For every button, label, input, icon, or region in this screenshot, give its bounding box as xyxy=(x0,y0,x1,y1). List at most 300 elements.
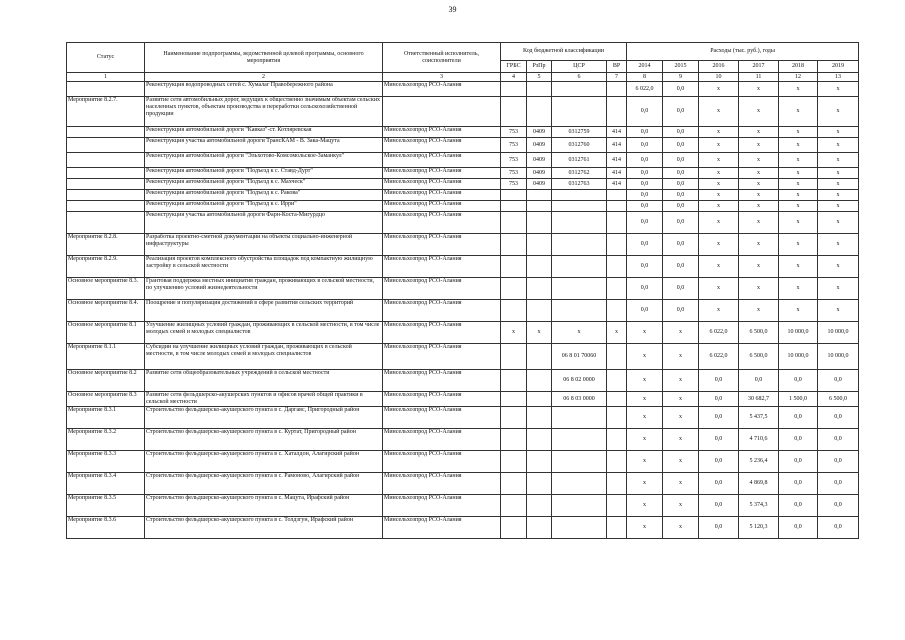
cell-executor xyxy=(383,97,501,127)
cell-grbs xyxy=(501,97,527,127)
cell-year-value: х xyxy=(627,451,663,473)
cell-status: Основное мероприятие 8.3. xyxy=(67,278,145,300)
cell-name: Развитие сети фельдшерско-акушерских пунктов и офисов врачей общей практики в сельской местности xyxy=(145,392,383,407)
cell-grbs xyxy=(501,82,527,97)
table-row xyxy=(67,429,859,451)
header-executor: Ответственный исполнитель, соисполнители xyxy=(383,43,501,73)
cell-year-value: х xyxy=(699,168,739,179)
cell-year-value: х xyxy=(779,256,818,278)
cell-year-value: х xyxy=(818,168,859,179)
column-index: 5 xyxy=(527,73,552,82)
cell-year-value: 30 682,7 xyxy=(739,392,779,407)
cell-year-value: х xyxy=(739,179,779,190)
cell-name: Реконструкция автомобильной дороги "Подъезд к с. Махческ" xyxy=(145,179,383,190)
cell-rzpr: 0409 xyxy=(527,179,552,190)
cell-year-value: х xyxy=(779,168,818,179)
cell-year-value: х xyxy=(779,82,818,97)
cell-name: Реконструкция автомобильной дороги "Эльхотово-Комсомольское-Заманкул" xyxy=(145,153,383,168)
cell-year-value: 10 000,0 xyxy=(779,322,818,344)
cell-rzpr xyxy=(527,517,552,539)
year-header: 2015 xyxy=(663,61,699,73)
cell-name: Строительство фельдшерско-акушерского пункта в с. Куртат, Пригородный район xyxy=(145,429,383,451)
cell-year-value: х xyxy=(739,127,779,138)
cell-name: Развитие сети общеобразовательных учреждений в сельской местности xyxy=(145,370,383,392)
cell-year-value: 6 022,0 xyxy=(699,322,739,344)
cell-rzpr: х xyxy=(527,322,552,344)
table-row xyxy=(67,300,859,322)
cell-rzpr: 0409 xyxy=(527,127,552,138)
cell-rzpr xyxy=(527,278,552,300)
table-row xyxy=(67,322,859,344)
cell-csr: 0312761 xyxy=(552,153,607,168)
cell-grbs: 753 xyxy=(501,138,527,153)
cell-year-value: 6 500,0 xyxy=(818,392,859,407)
cell-csr: х xyxy=(552,322,607,344)
table-row xyxy=(67,495,859,517)
cell-name: Реконструкция автомобильной дороги "Подъезд к с. Ирри" xyxy=(145,201,383,212)
cell-year-value: 0,0 xyxy=(779,473,818,495)
cell-year-value: х xyxy=(818,190,859,201)
cell-name: Строительство фельдшерско-акушерского пункта в с. Хаталдон, Алагирский район xyxy=(145,451,383,473)
year-header: 2014 xyxy=(627,61,663,73)
cell-year-value: 0,0 xyxy=(627,278,663,300)
cell-grbs: 753 xyxy=(501,153,527,168)
table-row xyxy=(67,138,859,153)
cell-vr xyxy=(607,234,627,256)
column-index: 10 xyxy=(699,73,739,82)
cell-year-value: 0,0 xyxy=(627,127,663,138)
cell-year-value: х xyxy=(779,300,818,322)
column-index: 11 xyxy=(739,73,779,82)
cell-year-value: 0,0 xyxy=(699,473,739,495)
cell-csr xyxy=(552,212,607,234)
page-number: 39 xyxy=(448,5,457,14)
cell-year-value: х xyxy=(627,322,663,344)
cell-grbs: х xyxy=(501,322,527,344)
cell-year-value: 0,0 xyxy=(627,300,663,322)
cell-year-value: 0,0 xyxy=(818,451,859,473)
cell-year-value: 5 236,4 xyxy=(739,451,779,473)
cell-executor: Минсельхозпрод РСО-Алания xyxy=(383,495,501,517)
table-row xyxy=(67,212,859,234)
cell-vr xyxy=(607,201,627,212)
table-body xyxy=(67,82,859,539)
cell-year-value: х xyxy=(818,234,859,256)
cell-executor: Минсельхозпрод РСО-Алания xyxy=(383,234,501,256)
cell-grbs xyxy=(501,370,527,392)
table-row xyxy=(67,256,859,278)
cell-year-value: х xyxy=(699,256,739,278)
cell-vr xyxy=(607,82,627,97)
cell-year-value: х xyxy=(663,407,699,429)
cell-year-value: 1 500,0 xyxy=(779,392,818,407)
cell-rzpr xyxy=(527,344,552,370)
cell-year-value: х xyxy=(699,278,739,300)
cell-rzpr xyxy=(527,495,552,517)
cell-rzpr xyxy=(527,82,552,97)
cell-name: Строительство фельдшерско-акушерского пункта в с. Мацута, Ирафский район xyxy=(145,495,383,517)
cell-year-value: 4 869,8 xyxy=(739,473,779,495)
cell-csr xyxy=(552,97,607,127)
cell-year-value: 5 374,3 xyxy=(739,495,779,517)
cell-year-value: 0,0 xyxy=(627,212,663,234)
cell-status: Основное мероприятие 8.3 xyxy=(67,392,145,407)
cell-year-value: х xyxy=(627,392,663,407)
cell-year-value: 0,0 xyxy=(779,451,818,473)
cell-csr xyxy=(552,495,607,517)
cell-vr xyxy=(607,517,627,539)
cell-year-value: х xyxy=(663,473,699,495)
cell-vr: 414 xyxy=(607,138,627,153)
cell-year-value: х xyxy=(779,138,818,153)
header-row xyxy=(67,43,859,61)
cell-year-value: 0,0 xyxy=(818,495,859,517)
table-row xyxy=(67,451,859,473)
cell-year-value: 0,0 xyxy=(663,127,699,138)
cell-name: Развитие сети автомобильных дорог, ведущих к общественно значимым объектам сельских населенных пунктов, объектам производства и переработки сельскохозяйственной продукции xyxy=(145,97,383,127)
cell-rzpr xyxy=(527,201,552,212)
cell-year-value: х xyxy=(699,179,739,190)
cell-csr: 06 8 02 0000 xyxy=(552,370,607,392)
cell-rzpr xyxy=(527,429,552,451)
cell-executor: Минсельхозпрод РСО-Алания xyxy=(383,168,501,179)
cell-name: Грантовая поддержка местных инициатив граждан, проживающих в сельской местности, по улучшению условий жизнедеятельности xyxy=(145,278,383,300)
cell-year-value: 10 000,0 xyxy=(818,322,859,344)
cell-rzpr: 0409 xyxy=(527,168,552,179)
cell-executor: Минсельхозпрод РСО-Алания xyxy=(383,517,501,539)
table-row xyxy=(67,517,859,539)
cell-name: Реконструкция участка автомобильной дороги Фарн-Коста-Мигурдцо xyxy=(145,212,383,234)
cell-status xyxy=(67,201,145,212)
cell-status: Основное мероприятие 8.2 xyxy=(67,370,145,392)
cell-year-value: х xyxy=(699,127,739,138)
cell-status: Мероприятие 8.2.9. xyxy=(67,256,145,278)
cell-year-value: 0,0 xyxy=(779,370,818,392)
cell-rzpr xyxy=(527,300,552,322)
cell-name: Реализация проектов комплексного обустройства площадок под компактную жилищную застройку в сельской местности xyxy=(145,256,383,278)
table-row xyxy=(67,473,859,495)
cell-vr xyxy=(607,278,627,300)
cell-year-value: х xyxy=(818,127,859,138)
cell-rzpr xyxy=(527,256,552,278)
cell-name: Реконструкция участка автомобильной дороги ТрансКАМ - В. Зака-Мацута xyxy=(145,138,383,153)
cell-year-value: 6 500,0 xyxy=(739,344,779,370)
cell-year-value: х xyxy=(818,82,859,97)
cell-name: Поощрение и популяризация достижений в сфере развития сельских территорий xyxy=(145,300,383,322)
cell-year-value: 0,0 xyxy=(627,97,663,127)
cell-name: Реконструкция водопроводных сетей с. Хумалаг Правобережного района xyxy=(145,82,383,97)
header-status: Статус xyxy=(67,43,145,73)
cell-year-value: х xyxy=(627,495,663,517)
cell-year-value: 6 500,0 xyxy=(739,322,779,344)
cell-executor: Минсельхозпрод РСО-Алания xyxy=(383,127,501,138)
cell-vr xyxy=(607,212,627,234)
cell-year-value: х xyxy=(779,127,818,138)
cell-grbs: 753 xyxy=(501,168,527,179)
header-name: Наименование подпрограммы, ведомственной целевой программы, основного мероприятия xyxy=(145,43,383,73)
cell-grbs xyxy=(501,212,527,234)
cell-csr xyxy=(552,190,607,201)
cell-year-value: х xyxy=(739,97,779,127)
cell-executor: Минсельхозпрод РСО-Алания xyxy=(383,473,501,495)
year-header: 2017 xyxy=(739,61,779,73)
cell-status xyxy=(67,179,145,190)
table-row xyxy=(67,234,859,256)
cell-vr xyxy=(607,429,627,451)
cell-year-value: 0,0 xyxy=(699,429,739,451)
cell-year-value: 0,0 xyxy=(699,451,739,473)
cell-executor: Минсельхозпрод РСО-Алания xyxy=(383,370,501,392)
cell-rzpr xyxy=(527,370,552,392)
cell-year-value: х xyxy=(739,190,779,201)
cell-year-value: 0,0 xyxy=(627,234,663,256)
cell-grbs xyxy=(501,429,527,451)
cell-csr xyxy=(552,201,607,212)
cell-year-value: х xyxy=(627,473,663,495)
cell-vr xyxy=(607,370,627,392)
cell-csr: 0312760 xyxy=(552,138,607,153)
column-index: 12 xyxy=(779,73,818,82)
cell-year-value: 0,0 xyxy=(627,179,663,190)
cell-grbs xyxy=(501,234,527,256)
cell-year-value: х xyxy=(699,300,739,322)
cell-csr xyxy=(552,256,607,278)
cell-status: Мероприятие 8.2.8. xyxy=(67,234,145,256)
cell-status: Основное мероприятие 8.1 xyxy=(67,322,145,344)
cell-status: Мероприятие 8.3.4 xyxy=(67,473,145,495)
cell-year-value: 0,0 xyxy=(699,392,739,407)
cell-year-value: 0,0 xyxy=(818,517,859,539)
header-expenses: Расходы (тыс. руб.), годы xyxy=(627,43,859,61)
cell-vr xyxy=(607,300,627,322)
cell-year-value: х xyxy=(627,370,663,392)
cell-year-value: 0,0 xyxy=(779,517,818,539)
cell-name: Улучшение жилищных условий граждан, проживающих в сельской местности, в том числе молодых семей и молодых специалистов xyxy=(145,322,383,344)
cell-vr: х xyxy=(607,322,627,344)
cell-executor: Минсельхозпрод РСО-Алания xyxy=(383,322,501,344)
column-index: 6 xyxy=(552,73,607,82)
cell-year-value: 0,0 xyxy=(663,82,699,97)
cell-year-value: 0,0 xyxy=(779,495,818,517)
cell-year-value: х xyxy=(779,234,818,256)
cell-name: Реконструкция автомобильной дороги "Кавказ"-ст. Котляревская xyxy=(145,127,383,138)
cell-rzpr xyxy=(527,212,552,234)
cell-csr xyxy=(552,278,607,300)
table-row xyxy=(67,278,859,300)
table-row xyxy=(67,344,859,370)
cell-year-value: х xyxy=(779,212,818,234)
code-header: ВР xyxy=(607,61,627,73)
cell-csr xyxy=(552,473,607,495)
cell-year-value: х xyxy=(818,97,859,127)
cell-executor: Минсельхозпрод РСО-Алания xyxy=(383,429,501,451)
cell-vr: 414 xyxy=(607,127,627,138)
cell-year-value: 0,0 xyxy=(663,97,699,127)
cell-year-value: х xyxy=(779,278,818,300)
cell-year-value: 0,0 xyxy=(663,168,699,179)
cell-name: Строительство фельдшерско-акушерского пункта в с. Толдзгун, Ирафский район xyxy=(145,517,383,539)
cell-grbs: 753 xyxy=(501,127,527,138)
cell-year-value: х xyxy=(818,278,859,300)
cell-vr xyxy=(607,97,627,127)
cell-executor: Минсельхозпрод РСО-Алания xyxy=(383,190,501,201)
cell-csr: 06 8 03 0000 xyxy=(552,392,607,407)
cell-executor: Минсельхозпрод РСО-Алания xyxy=(383,179,501,190)
cell-status: Основное мероприятие 8.4. xyxy=(67,300,145,322)
cell-year-value: х xyxy=(739,82,779,97)
cell-executor: Минсельхозпрод РСО-Алания xyxy=(383,138,501,153)
cell-vr: 414 xyxy=(607,153,627,168)
cell-year-value: х xyxy=(739,201,779,212)
cell-year-value: 0,0 xyxy=(627,190,663,201)
cell-year-value: х xyxy=(818,201,859,212)
cell-status: Мероприятие 8.3.1 xyxy=(67,407,145,429)
table-row xyxy=(67,370,859,392)
cell-executor: Минсельхозпрод РСО-Алания xyxy=(383,300,501,322)
cell-year-value: х xyxy=(699,97,739,127)
table-row xyxy=(67,190,859,201)
cell-year-value: 0,0 xyxy=(663,234,699,256)
cell-status: Мероприятие 8.2.7. xyxy=(67,97,145,127)
cell-grbs xyxy=(501,256,527,278)
column-index: 13 xyxy=(818,73,859,82)
cell-year-value: 0,0 xyxy=(627,138,663,153)
cell-year-value: х xyxy=(627,429,663,451)
cell-year-value: х xyxy=(699,138,739,153)
cell-year-value: 0,0 xyxy=(699,407,739,429)
cell-grbs xyxy=(501,392,527,407)
cell-grbs xyxy=(501,278,527,300)
cell-vr xyxy=(607,473,627,495)
cell-status: Мероприятие 8.3.5 xyxy=(67,495,145,517)
cell-status xyxy=(67,82,145,97)
code-header: ЦСР xyxy=(552,61,607,73)
cell-year-value: х xyxy=(663,392,699,407)
year-header: 2016 xyxy=(699,61,739,73)
cell-year-value: х xyxy=(818,212,859,234)
cell-year-value: х xyxy=(663,344,699,370)
cell-year-value: 0,0 xyxy=(627,201,663,212)
cell-rzpr xyxy=(527,392,552,407)
cell-year-value: х xyxy=(739,256,779,278)
cell-year-value: 0,0 xyxy=(627,153,663,168)
cell-name: Реконструкция автомобильной дороги "Подъезд к с. Ракова" xyxy=(145,190,383,201)
cell-year-value: 0,0 xyxy=(739,370,779,392)
cell-year-value: х xyxy=(779,201,818,212)
cell-csr xyxy=(552,82,607,97)
cell-vr xyxy=(607,344,627,370)
cell-year-value: х xyxy=(739,138,779,153)
table-row xyxy=(67,407,859,429)
cell-year-value: 0,0 xyxy=(818,473,859,495)
cell-grbs xyxy=(501,300,527,322)
cell-year-value: 0,0 xyxy=(663,179,699,190)
cell-year-value: х xyxy=(663,370,699,392)
cell-status: Мероприятие 8.3.6 xyxy=(67,517,145,539)
cell-year-value: х xyxy=(663,429,699,451)
cell-year-value: 0,0 xyxy=(699,370,739,392)
cell-year-value: 0,0 xyxy=(699,517,739,539)
cell-rzpr: 0409 xyxy=(527,153,552,168)
cell-year-value: 0,0 xyxy=(663,138,699,153)
table-row xyxy=(67,127,859,138)
cell-year-value: 5 120,3 xyxy=(739,517,779,539)
cell-year-value: 6 022,0 xyxy=(699,344,739,370)
cell-csr: 0312762 xyxy=(552,168,607,179)
cell-csr xyxy=(552,234,607,256)
table-row xyxy=(67,392,859,407)
budget-table xyxy=(66,42,859,539)
cell-executor: Минсельхозпрод РСО-Алания xyxy=(383,392,501,407)
cell-grbs xyxy=(501,344,527,370)
cell-status: Мероприятие 8.1.1 xyxy=(67,344,145,370)
column-index: 9 xyxy=(663,73,699,82)
column-index: 7 xyxy=(607,73,627,82)
cell-name: Строительство фельдшерско-акушерского пункта в с. Даргавс, Пригородный район xyxy=(145,407,383,429)
cell-year-value: 4 710,6 xyxy=(739,429,779,451)
cell-grbs xyxy=(501,517,527,539)
cell-year-value: х xyxy=(663,517,699,539)
cell-year-value: 10 000,0 xyxy=(818,344,859,370)
cell-executor: Минсельхозпрод РСО-Алания xyxy=(383,278,501,300)
cell-year-value: 0,0 xyxy=(663,153,699,168)
cell-executor: Минсельхозпрод РСО-Алания xyxy=(383,344,501,370)
cell-csr: 0312763 xyxy=(552,179,607,190)
cell-grbs xyxy=(501,495,527,517)
cell-year-value: 0,0 xyxy=(627,256,663,278)
cell-status xyxy=(67,190,145,201)
cell-rzpr xyxy=(527,190,552,201)
cell-year-value: 0,0 xyxy=(627,168,663,179)
cell-csr xyxy=(552,300,607,322)
cell-year-value: 0,0 xyxy=(779,429,818,451)
cell-year-value: 0,0 xyxy=(663,256,699,278)
cell-year-value: х xyxy=(663,451,699,473)
cell-name: Разработка проектно-сметной документации на объекты социально-инженерной инфраструктуры xyxy=(145,234,383,256)
cell-year-value: 0,0 xyxy=(663,212,699,234)
cell-vr xyxy=(607,392,627,407)
cell-year-value: х xyxy=(739,212,779,234)
cell-csr: 0312759 xyxy=(552,127,607,138)
column-index: 1 xyxy=(67,73,145,82)
cell-executor: Минсельхозпрод РСО-Алания xyxy=(383,201,501,212)
table-row xyxy=(67,201,859,212)
cell-year-value: х xyxy=(699,82,739,97)
cell-vr: 414 xyxy=(607,179,627,190)
cell-vr xyxy=(607,495,627,517)
cell-csr xyxy=(552,517,607,539)
cell-status: Мероприятие 8.3.3 xyxy=(67,451,145,473)
cell-year-value: 0,0 xyxy=(818,407,859,429)
cell-rzpr xyxy=(527,473,552,495)
cell-vr xyxy=(607,256,627,278)
cell-year-value: х xyxy=(627,517,663,539)
cell-year-value: х xyxy=(699,153,739,168)
cell-year-value: х xyxy=(627,344,663,370)
cell-executor: Минсельхозпрод РСО-Алания xyxy=(383,153,501,168)
cell-year-value: 0,0 xyxy=(779,407,818,429)
table-row xyxy=(67,97,859,127)
cell-status xyxy=(67,127,145,138)
cell-year-value: 0,0 xyxy=(663,190,699,201)
cell-executor: Минсельхозпрод РСО-Алания xyxy=(383,212,501,234)
cell-executor: Минсельхозпрод РСО-Алания xyxy=(383,82,501,97)
table-row xyxy=(67,82,859,97)
cell-year-value: х xyxy=(739,153,779,168)
cell-year-value: х xyxy=(818,256,859,278)
cell-grbs xyxy=(501,201,527,212)
cell-csr xyxy=(552,429,607,451)
